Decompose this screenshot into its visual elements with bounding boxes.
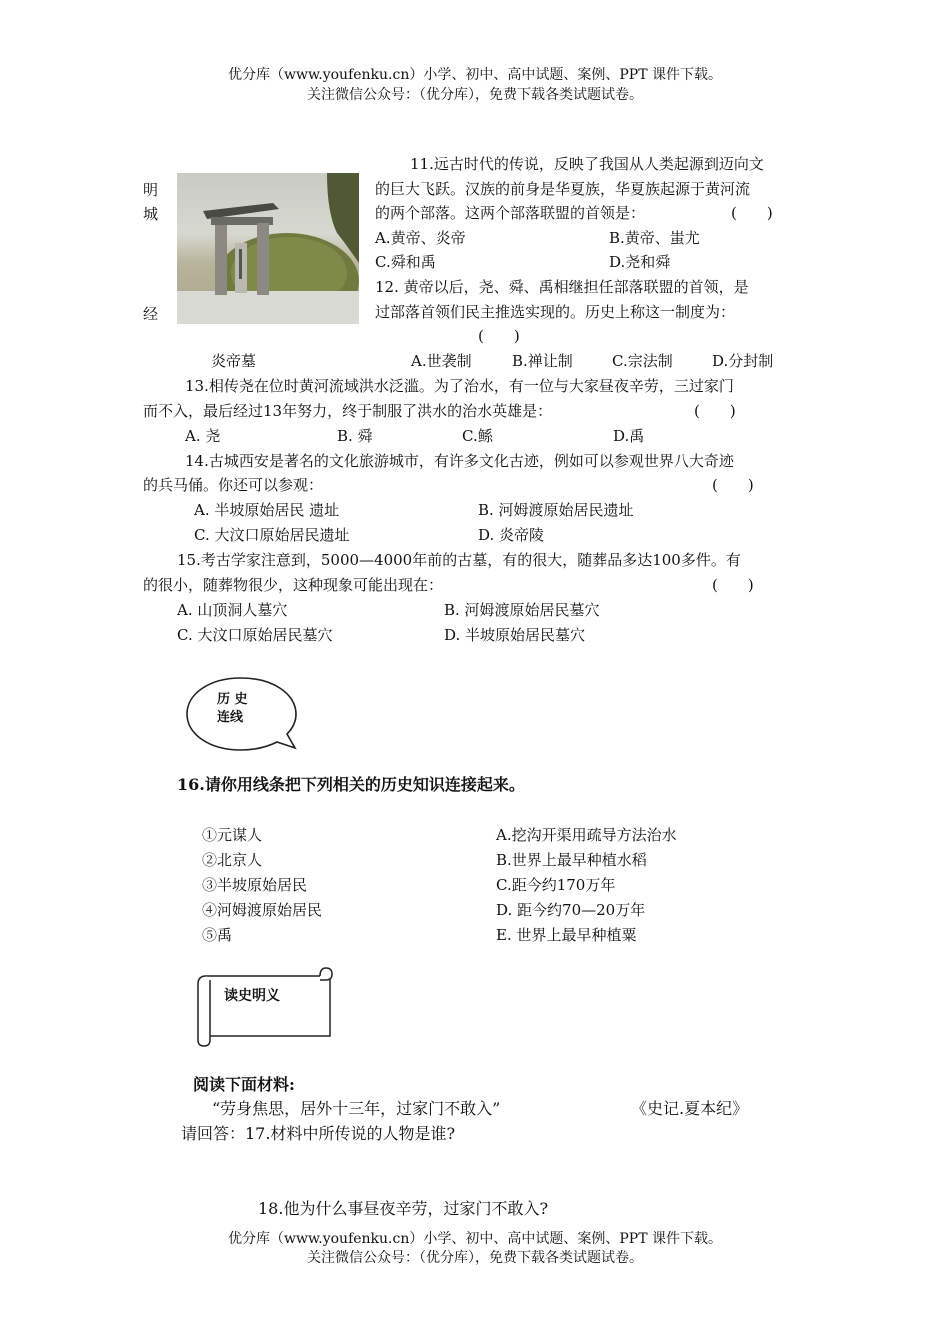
match-right-item[interactable]: A.挖沟开渠用疏导方法治水	[496, 826, 677, 844]
q15-option-b[interactable]: B. 河姆渡原始居民墓穴	[444, 601, 600, 619]
q18-question: 18.他为什么事昼夜辛劳，过家门不敢入?	[258, 1199, 549, 1218]
q14-answer-bracket[interactable]: ( )	[712, 476, 754, 494]
q13-option-c[interactable]: C.鲧	[462, 427, 493, 445]
side-label-char: 明	[143, 181, 159, 199]
q12-option-c[interactable]: C.宗法制	[612, 352, 673, 370]
q15-option-a[interactable]: A. 山顶洞人墓穴	[177, 601, 288, 619]
match-left-item[interactable]: ②北京人	[202, 851, 263, 869]
q14-option-b[interactable]: B. 河姆渡原始居民遗址	[478, 501, 634, 519]
q12-option-a[interactable]: A.世袭制	[411, 352, 472, 370]
tomb-gate-illustration	[177, 173, 359, 324]
q13-option-d[interactable]: D.禹	[613, 427, 645, 445]
q12-option-b[interactable]: B.禅让制	[512, 352, 573, 370]
q13-answer-bracket[interactable]: ( )	[694, 402, 736, 420]
match-right-item[interactable]: C.距今约170万年	[496, 876, 616, 894]
q17-question: 请回答：17.材料中所传说的人物是谁?	[181, 1124, 456, 1143]
q14-line1: 14.古城西安是著名的文化旅游城市，有许多文化古迹，例如可以参观世界八大奇迹	[185, 452, 734, 470]
q12-option-d[interactable]: D.分封制	[712, 352, 774, 370]
scroll-banner-title: 读史明义	[224, 988, 280, 1004]
reading-source: 《史记.夏本纪》	[631, 1099, 749, 1118]
q13-line1: 13.相传尧在位时黄河流域洪水泛滥。为了治水，有一位与大家昼夜辛劳，三过家门	[185, 377, 734, 395]
q11-option-d[interactable]: D.尧和舜	[609, 253, 671, 271]
q12-line2: 过部落首领们民主推选实现的。历史上称这一制度为：	[375, 303, 736, 321]
q13-line2: 而不入，最后经过13年努力，终于制服了洪水的治水英雄是：	[143, 402, 553, 420]
q15-option-d[interactable]: D. 半坡原始居民墓穴	[444, 626, 586, 644]
q13-option-a[interactable]: A. 尧	[185, 427, 221, 445]
match-right-item[interactable]: D. 距今约70—20万年	[496, 901, 646, 919]
q14-option-c[interactable]: C. 大汶口原始居民遗址	[194, 526, 350, 544]
badge-title-line2: 连线	[217, 710, 244, 725]
q15-line1: 15.考古学家注意到，5000—4000年前的古墓，有的很大，随葬品多达100多件。有	[177, 551, 741, 569]
page-header-line1: 优分库（www.youfenku.cn）小学、初中、高中试题、案例、PPT 课件下载。	[227, 67, 722, 83]
scroll-banner-icon	[196, 966, 336, 1048]
q11-line1: 11.远古时代的传说，反映了我国从人类起源到迈向文	[410, 155, 764, 173]
match-left-item[interactable]: ①元谋人	[202, 826, 263, 844]
page-header-line2: 关注微信公众号：（优分库），免费下载各类试题试卷。	[307, 87, 643, 103]
page-footer-line2: 关注微信公众号：（优分库），免费下载各类试题试卷。	[307, 1250, 643, 1266]
match-right-item[interactable]: E. 世界上最早种植粟	[496, 926, 637, 944]
q15-line2: 的很小，随葬物很少，这种现象可能出现在：	[143, 576, 444, 594]
yandi-tomb-photo	[177, 173, 359, 324]
q11-line2: 的巨大飞跃。汉族的前身是华夏族，华夏族起源于黄河流	[375, 180, 751, 198]
match-left-item[interactable]: ④河姆渡原始居民	[202, 901, 323, 919]
q15-answer-bracket[interactable]: ( )	[712, 576, 754, 594]
q16-title: 16.请你用线条把下列相关的历史知识连接起来。	[177, 775, 525, 794]
q14-option-a[interactable]: A. 半坡原始居民 遗址	[194, 501, 340, 519]
q15-option-c[interactable]: C. 大汶口原始居民墓穴	[177, 626, 333, 644]
q11-answer-bracket[interactable]: ( )	[731, 204, 773, 222]
reading-quote: “劳身焦思，居外十三年，过家门不敢入”	[212, 1099, 501, 1118]
q11-option-b[interactable]: B.黄帝、蚩尤	[609, 229, 700, 247]
match-right-item[interactable]: B.世界上最早种植水稻	[496, 851, 647, 869]
q11-line3: 的两个部落。这两个部落联盟的首领是：	[375, 204, 646, 222]
side-label-char: 城	[143, 205, 159, 223]
q11-option-c[interactable]: C.舜和禹	[375, 253, 436, 271]
q14-option-d[interactable]: D. 炎帝陵	[478, 526, 545, 544]
match-left-item[interactable]: ③半坡原始居民	[202, 876, 308, 894]
page-footer-line1: 优分库（www.youfenku.cn）小学、初中、高中试题、案例、PPT 课件下载。	[227, 1231, 722, 1247]
q12-answer-bracket[interactable]: ( )	[478, 327, 520, 345]
badge-title-line1: 历 史	[217, 692, 248, 707]
q13-option-b[interactable]: B. 舜	[337, 427, 373, 445]
reading-title: 阅读下面材料:	[193, 1075, 295, 1094]
match-left-item[interactable]: ⑤禹	[202, 926, 233, 944]
q12-line1: 12. 黄帝以后，尧、舜、禹相继担任部落联盟的首领，是	[375, 278, 749, 296]
q14-line2: 的兵马俑。你还可以参观：	[143, 476, 324, 494]
q11-option-a[interactable]: A.黄帝、炎帝	[375, 229, 466, 247]
side-label-char: 经	[143, 305, 159, 323]
photo-caption: 炎帝墓	[211, 352, 257, 370]
